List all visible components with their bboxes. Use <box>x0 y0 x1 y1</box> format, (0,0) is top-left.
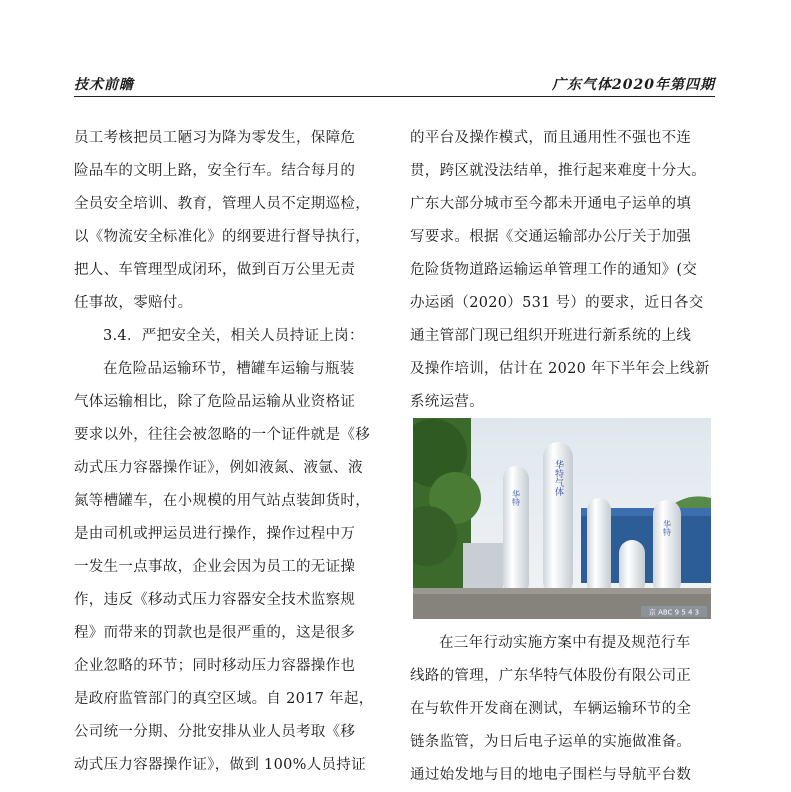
text-line: 在与软件开发商在测试，车辆运输环节的全 <box>410 701 692 717</box>
section-header: 技术前瞻 <box>74 77 134 93</box>
text-line: 在危险品运输环节，槽罐车运输与瓶装 <box>103 361 355 377</box>
text-line: 把人、车管理型成闭环，做到百万公里无责 <box>74 262 356 278</box>
text-line: 及操作培训，估计在 2020 年下半年会上线新 <box>410 361 710 377</box>
text-line: 要求以外，往往会被忽略的一个证件就是《移 <box>74 427 370 443</box>
text-line: 作，违反《移动式压力容器安全技术监察规 <box>74 592 356 608</box>
photo-plate: 京 ABC 9 5 4 3 <box>648 608 700 617</box>
text-line: 公司统一分期、分批安排从业人员考取《移 <box>74 724 356 740</box>
text-line: 贯，跨区就没法结单，推行起来难度十分大。 <box>410 163 706 179</box>
text-line: 在三年行动实施方案中有提及规范行车 <box>439 635 691 651</box>
tank-label: 华特气体 <box>553 460 563 496</box>
text-line: 动式压力容器操作证》，例如液氮、液氩、液 <box>74 460 363 476</box>
text-line: 员工考核把员工陋习为降为零发生，保障危 <box>74 130 356 146</box>
text-line: 程》而带来的罚款也是很严重的，这是很多 <box>74 625 356 641</box>
text-line: 险品车的文明上路，安全行车。结合每月的 <box>74 163 356 179</box>
text-line: 全员安全培训、教育，管理人员不定期巡检， <box>74 196 370 212</box>
text-line: 是政府监管部门的真空区域。自 2017 年起， <box>74 691 374 707</box>
tank-label: 华特 <box>511 490 521 506</box>
text-line: 动式压力容器操作证》，做到 100%人员持证 <box>74 757 366 773</box>
text-line: 以《物流安全标准化》的纲要进行督导执行， <box>74 229 370 245</box>
text-line: 危险货物道路运输运单管理工作的通知》(交 <box>410 262 698 278</box>
text-line: 是由司机或押运员进行操作，操作过程中万 <box>74 526 356 542</box>
text-line: 系统运营。 <box>410 394 484 410</box>
text-line: 任事故，零赔付。 <box>74 295 193 311</box>
text-line: 链条监管，为日后电子运单的实施做准备。 <box>410 734 692 750</box>
tank-label: 华特 <box>662 520 672 536</box>
text-line: 通主管部门现已组织开班进行新系统的上线 <box>410 328 692 344</box>
text-line: 气体运输相比，除了危险品运输从业资格证 <box>74 394 356 410</box>
text-line: 办运函（2020）531 号）的要求，近日各交 <box>410 295 704 311</box>
header-rule <box>74 96 715 97</box>
right-column-top <box>410 122 718 419</box>
section-heading: 3.4．严把安全关，相关人员持证上岗： <box>103 328 364 344</box>
right-column-bottom <box>410 627 718 792</box>
left-column <box>74 122 382 782</box>
text-line: 通过始发地与目的地电子围栏与导航平台数 <box>410 767 692 783</box>
text-line: 广东大部分城市至今都未开通电子运单的填 <box>410 196 692 212</box>
text-line: 企业忽略的环节；同时移动压力容器操作也 <box>74 658 356 674</box>
text-line: 的平台及操作模式，而且通用性不强也不连 <box>410 130 692 146</box>
text-line: 写要求。根据《交通运输部办公厅关于加强 <box>410 229 692 245</box>
text-line: 线路的管理，广东华特气体股份有限公司正 <box>410 668 692 684</box>
text-line: 一发生一点事故，企业会因为员工的无证操 <box>74 559 356 575</box>
issue-header: 广东气体2020年第四期 <box>552 77 715 93</box>
text-line: 氮等槽罐车，在小规模的用气站点装卸货时， <box>74 493 370 509</box>
gas-tank-photo <box>413 418 711 619</box>
